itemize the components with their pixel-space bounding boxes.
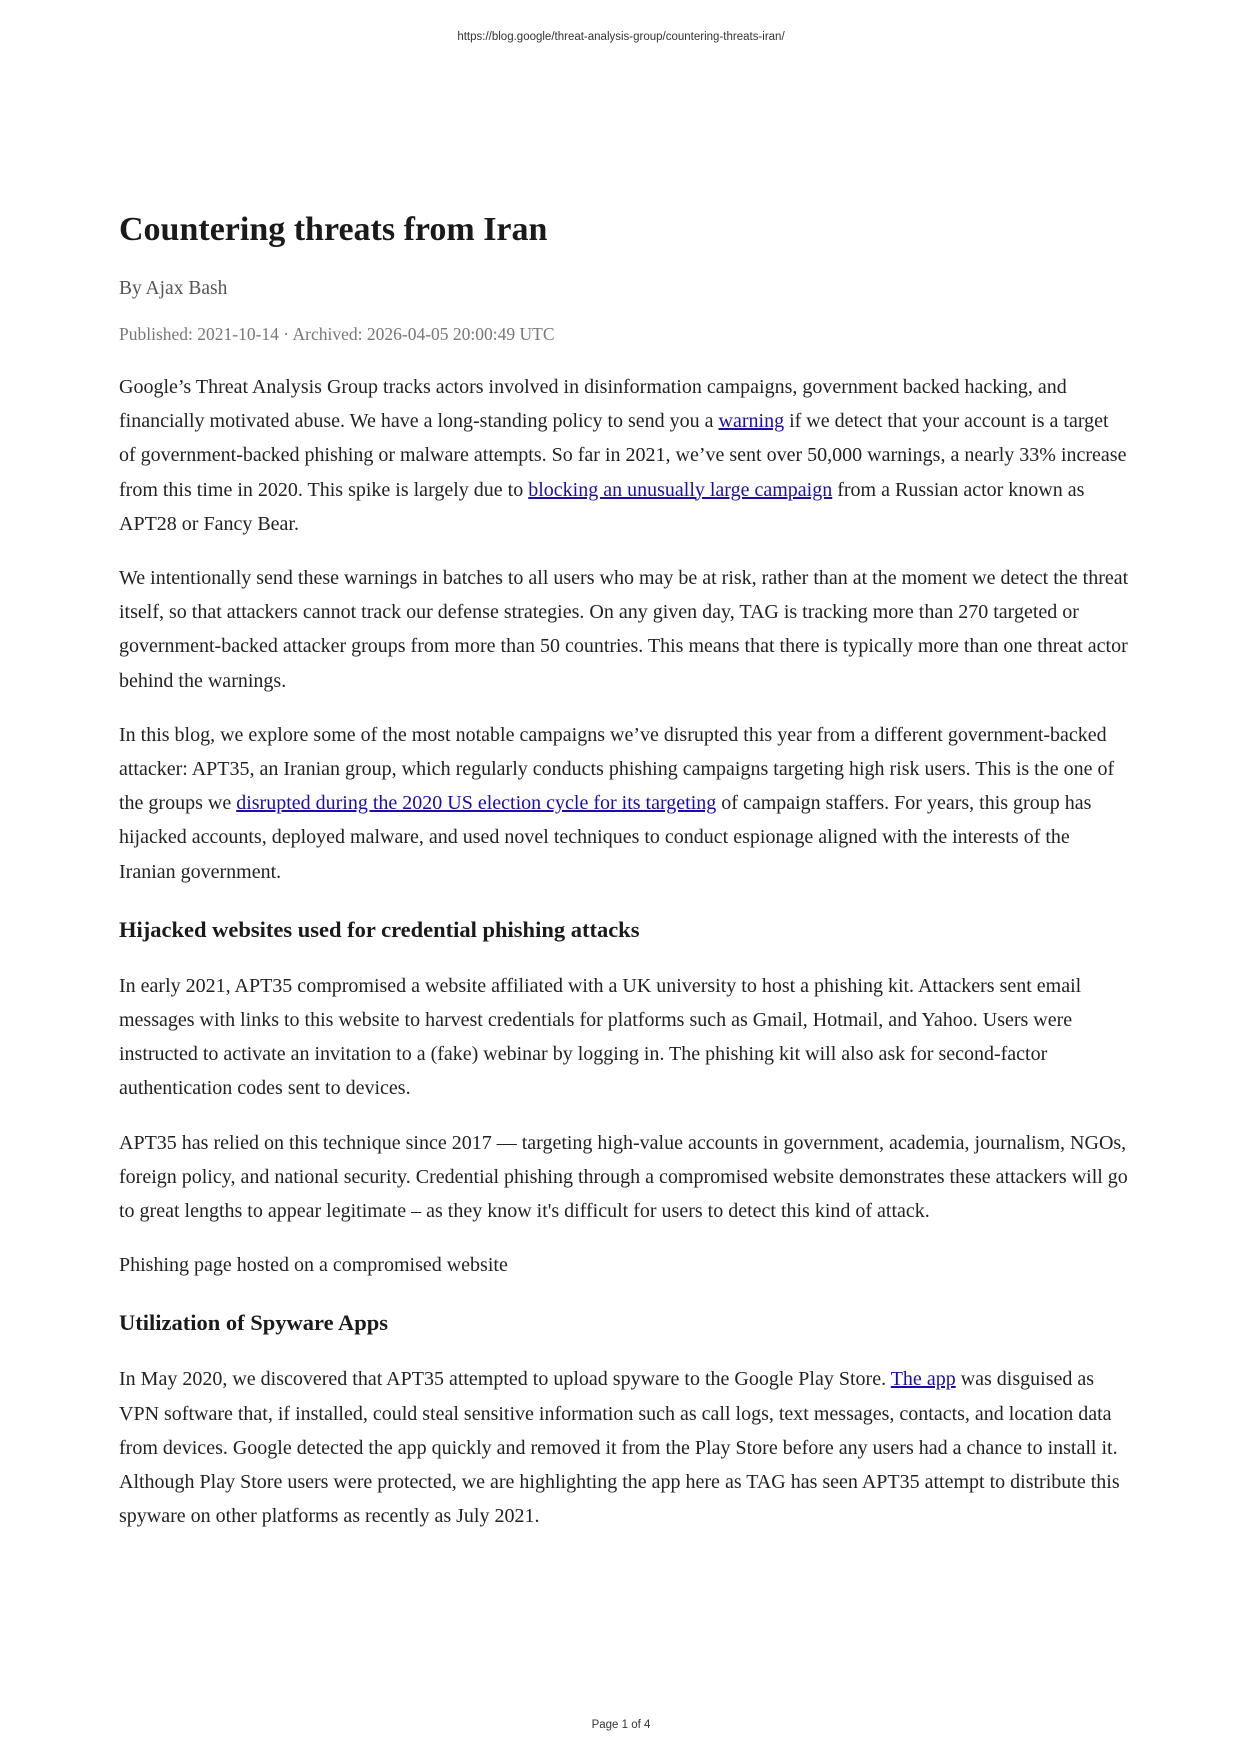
page-number-footer: Page 1 of 4 xyxy=(591,1719,651,1731)
image-caption-phishing-page: Phishing page hosted on a compromised website xyxy=(119,1254,508,1277)
paragraph-intro xyxy=(119,370,1129,541)
paragraph-text: from a Russian actor known as APT28 or Fancy Bear. xyxy=(119,478,1085,535)
article-meta: Published: 2021-10-14 · Archived: 2026-04-05 20:00:49 UTC xyxy=(119,324,555,344)
paragraph-text: was disguised as VPN software that, if installed, could steal sensitive information such as call logs, text messages, contacts, and location data from devices. Google detected the app quickly and removed it from the Play Store before any users had a chance to install it. Although Play Store users were protected, we are highlighting the app here as TAG has seen APT35 attempt to distribute this spyware on other platforms as recently as July 2021. xyxy=(119,1368,1120,1528)
article-title: Countering threats from Iran xyxy=(119,211,548,248)
section-heading-hijacked-websites: Hijacked websites used for credential phishing attacks xyxy=(119,916,640,942)
blocking-campaign-link[interactable]: blocking an unusually large campaign xyxy=(528,478,833,501)
paragraph-text: In this blog, we explore some of the most notable campaigns we’ve disrupted this year from a different government-backed attacker: APT35, an Iranian group, which regularly conducts phishing campaigns targeting high risk users. This is the one of the groups we xyxy=(119,723,1115,815)
the-app-link[interactable]: The app xyxy=(890,1368,956,1391)
paragraph-technique-since-2017: APT35 has relied on this technique since 2017 — targeting high-value accounts in government, academia, journalism, NGOs, foreign policy, and national security. Credential phishing through a compromised website demonstrates these attackers will go to great lengths to appear legitimate – as they know it's difficult for users to detect this kind of attack. xyxy=(119,1131,1128,1223)
paragraph-text: of campaign staffers. For years, this group has hijacked accounts, deployed malware, and used novel techniques to conduct espionage aligned with the interests of the Iranian government. xyxy=(119,792,1092,883)
warning-link[interactable]: warning xyxy=(718,410,785,433)
paragraph-text: In May 2020, we discovered that APT35 attempted to upload spyware to the Google Play Store. xyxy=(119,1368,891,1391)
election-disruption-link[interactable]: disrupted during the 2020 US election cycle for its targeting xyxy=(236,792,717,815)
article-byline: By Ajax Bash xyxy=(119,278,228,299)
article xyxy=(119,210,1129,1533)
paragraph-text: Google’s Threat Analysis Group tracks actors involved in disinformation campaigns, government backed hacking, and financially motivated abuse. We have a long-standing policy to send you a xyxy=(119,376,1067,433)
paragraph-warnings-batches: We intentionally send these warnings in batches to all users who may be at risk, rather than at the moment we detect the threat itself, so that attackers cannot track our defense strategies. On any given day, TAG is tracking more than 270 targeted or government-backed attacker groups from more than 50 countries. This means that there is typically more than one threat actor behind the warnings. xyxy=(119,567,1129,692)
page-url-header: https://blog.google/threat-analysis-group/countering-threats-iran/ xyxy=(457,31,785,43)
paragraph-uk-university: In early 2021, APT35 compromised a website affiliated with a UK university to host a phishing kit. Attackers sent email messages with links to this website to harvest credentials for platforms such as Gmail, Hotmail, and Yahoo. Users were instructed to activate an invitation to a (fake) webinar by logging in. The phishing kit will also ask for second-factor authentication codes sent to devices. xyxy=(119,974,1082,1100)
paragraph-apt35-intro xyxy=(119,718,1129,889)
section-heading-spyware-apps: Utilization of Spyware Apps xyxy=(119,1310,388,1336)
paragraph-text: if we detect that your account is a target of government-backed phishing or malware attempts. So far in 2021, we’ve sent over 50,000 warnings, a nearly 33% increase from this time in 2020. This spike is largely due to xyxy=(119,410,1127,501)
paragraph-spyware-app xyxy=(119,1362,1129,1533)
